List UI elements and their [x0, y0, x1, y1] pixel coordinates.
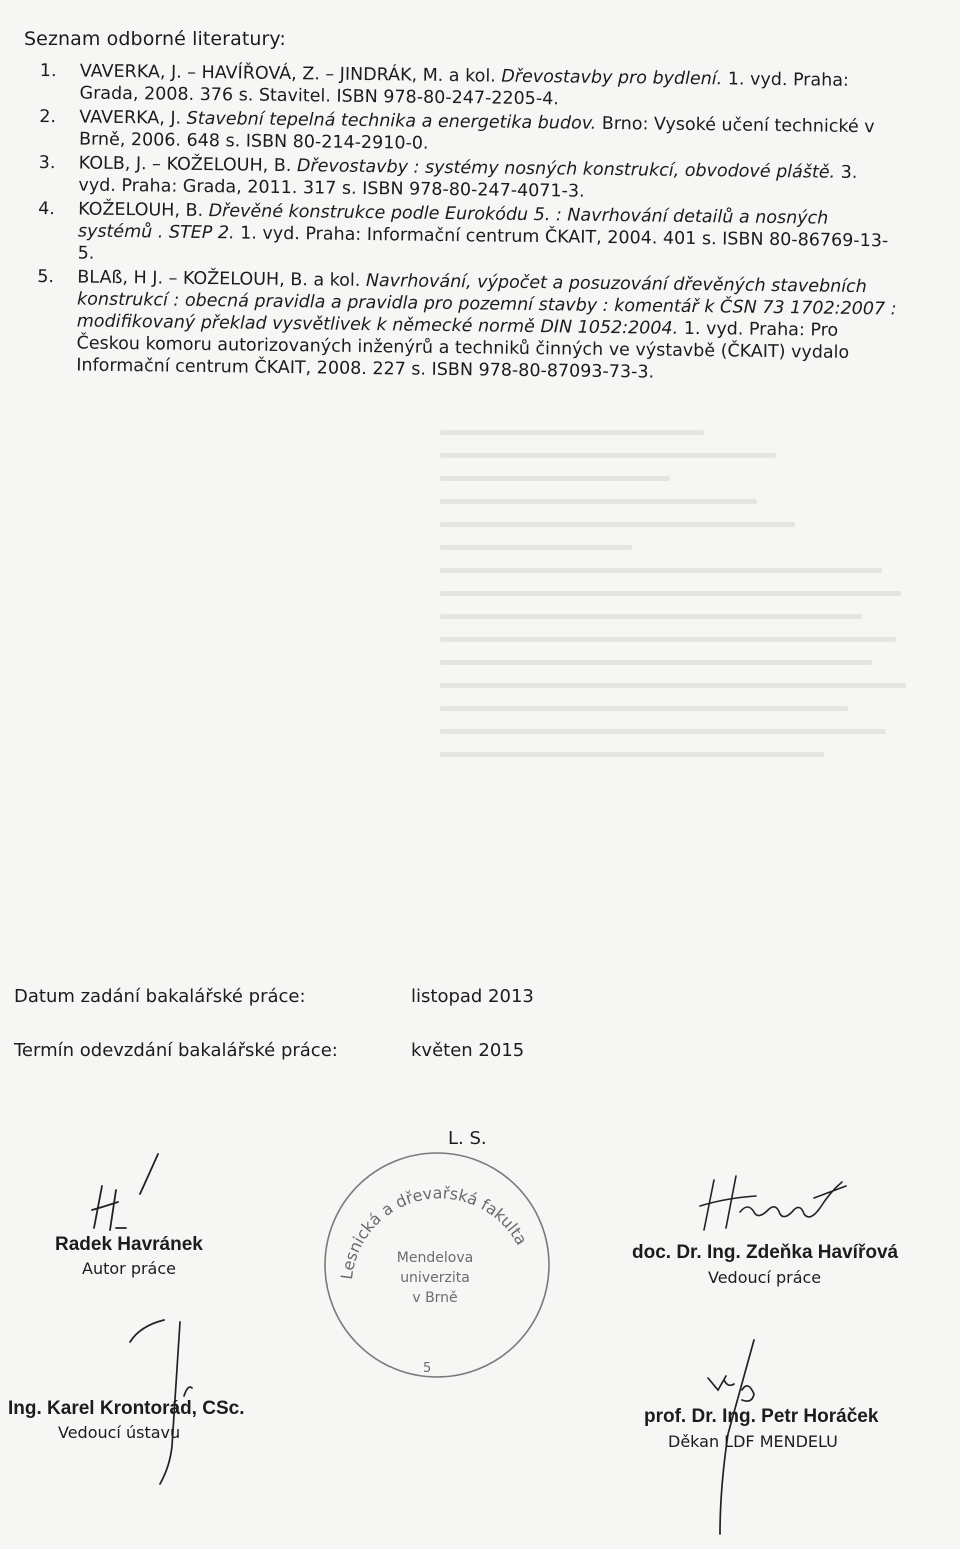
reference-title: Dřevostavby : systémy nosných konstrukcí, obvodové pláště.: [296, 156, 836, 183]
dean-role: Děkan LDF MENDELU: [668, 1432, 838, 1451]
stamp-center-text: [330, 1248, 540, 1308]
references-list: [36, 60, 900, 388]
reference-number: 3.: [38, 152, 56, 174]
due-date-row: [0, 1040, 960, 1066]
ls-mark: L. S.: [448, 1128, 487, 1149]
reference-number: 4.: [38, 198, 56, 220]
reference-details: 1. vyd. Praha: Grada, 2008. 376 s. Stavitel. ISBN 978-80-247-2205-4.: [79, 69, 850, 110]
reference-details: 1. vyd. Praha: Pro Českou komoru autorizovaných inženýrů a techniků činných ve výstavbě (ČKAIT) vydalo Informační centrum ČKAIT, 2008. 227 s. ISBN 978-80-87093-73-3.: [76, 318, 850, 383]
reference-title: Dřevěné konstrukce podle Eurokódu 5. : Navrhování detailů a nosných systémů . STEP 2.: [77, 201, 829, 244]
reference-item: [39, 106, 899, 161]
reference-details: 3. vyd. Praha: Grada, 2011. 317 s. ISBN 978-80-247-4071-3.: [78, 162, 858, 202]
due-date-value: květen 2015: [411, 1040, 525, 1061]
dean-name: prof. Dr. Ing. Petr Horáček: [644, 1406, 879, 1427]
due-date-label: Termín odevzdání bakalářské práce:: [14, 1040, 338, 1061]
reference-authors: KOŽELOUH, B.: [78, 199, 209, 222]
assigned-date-value: listopad 2013: [411, 986, 534, 1007]
reference-item: [38, 198, 899, 275]
stamp-line: Mendelova: [396, 1250, 474, 1266]
assigned-date-label: Datum zadání bakalářské práce:: [14, 986, 306, 1007]
reference-title: Navrhování, výpočet a posuzování dřevěných stavebních konstrukcí : obecná pravidla a pravidla pro pozemní stavby : komentář k ČSN 73 1702:2007 : modifikovaný překlad vysvětlivek k německé normě DIN 1052:2004.: [76, 270, 897, 339]
reference-title: Stavební tepelná technika a energetika budov.: [186, 108, 597, 134]
stamp-number: 5: [423, 1361, 432, 1376]
reference-authors: VAVERKA, J.: [79, 107, 187, 129]
stamp-line: univerzita: [400, 1270, 470, 1286]
supervisor-name: doc. Dr. Ing. Zdeňka Havířová: [632, 1242, 899, 1263]
stamp-line: v Brně: [412, 1290, 458, 1306]
reference-item: [39, 60, 899, 115]
reference-number: 1.: [39, 60, 57, 82]
reference-item: [38, 152, 898, 207]
head-name: Ing. Karel Krontorád, CSc.: [8, 1398, 245, 1419]
author-role: Autor práce: [82, 1259, 176, 1278]
reference-details: 1. vyd. Praha: Informační centrum ČKAIT, 2004. 401 s. ISBN 80-86769-13-5.: [77, 223, 889, 264]
reference-number: 2.: [39, 106, 57, 128]
reference-item: [36, 266, 897, 386]
head-role: Vedoucí ústavu: [58, 1423, 181, 1442]
reference-details: Brno: Vysoké učení technické v Brně, 2006. 648 s. ISBN 80-214-2910-0.: [78, 113, 875, 154]
reference-authors: KOLB, J. – KOŽELOUH, B.: [78, 153, 298, 177]
references-heading: Seznam odborné literatury:: [24, 28, 286, 50]
reference-authors: VAVERKA, J. – HAVÍŘOVÁ, Z. – JINDRÁK, M. a kol.: [79, 61, 502, 87]
bleed-through-text: [440, 430, 920, 990]
supervisor-role: Vedoucí práce: [708, 1268, 822, 1287]
stamp-ring-text: Lesnická a dřevařská fakulta: [336, 1183, 532, 1281]
author-name: Radek Havránek: [55, 1234, 203, 1255]
supervisor-signature: [696, 1168, 856, 1238]
assigned-date-row: [0, 986, 960, 1012]
reference-number: 5.: [37, 266, 55, 288]
author-signature: [88, 1150, 188, 1230]
reference-title: Dřevostavby pro bydlení.: [501, 66, 723, 90]
reference-authors: BLAß, H J. – KOŽELOUH, B. a kol.: [77, 267, 367, 291]
